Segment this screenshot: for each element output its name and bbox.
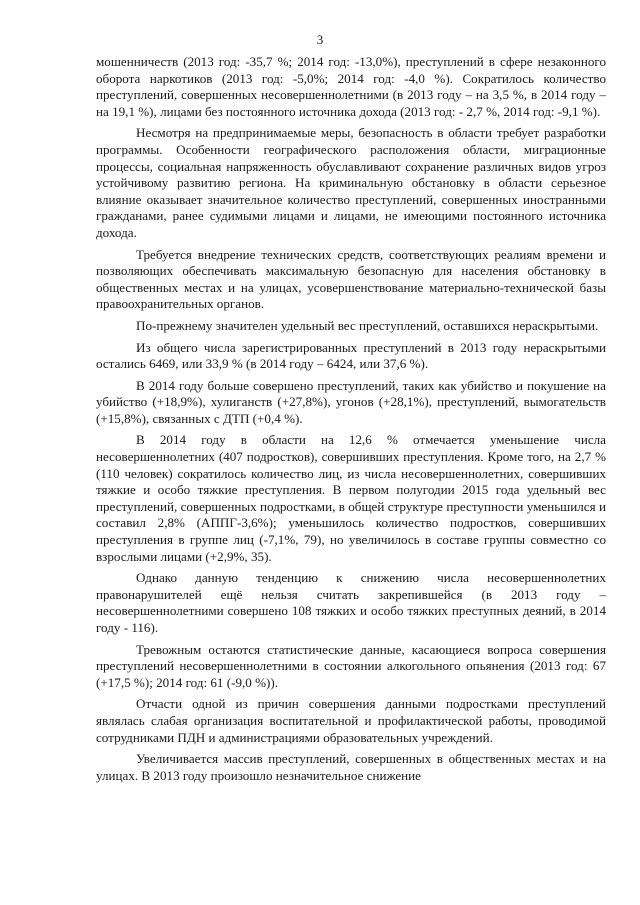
paragraph-technical-means: Требуется внедрение технических средств, соответствующих реалиям времени и позволяющих обеспечивать максимальную безопасную для населения обстановку в общественных местах и на улицах, усовершенствование материально-технической базы правоохранительных органов. <box>96 246 606 312</box>
paragraph-alcohol-stats: Тревожным остаются статистические данные, касающиеся вопроса совершения преступлений несовершеннолетними в состоянии алкогольного опьянения (2013 год: 67 (+17,5 %); 2014 год: 61 (-9,0 %)). <box>96 641 606 690</box>
paragraph-crime-increase: В 2014 году больше совершено преступлений, таких как убийство и покушение на убийство (+18,9%), хулиганств (+27,8%), угонов (+28,1%), преступлений, вымогательств (+15,8%), связанных с ДТП (+0,4 %). <box>96 377 606 426</box>
document-body <box>96 54 606 789</box>
paragraph-juvenile-trend: Однако данную тенденцию к снижению числа несовершеннолетних правонарушителей ещё нельзя считать закрепившейся (в 2013 году – несовершеннолетними совершено 108 тяжких и особо тяжких преступных деяний, в 2014 году - 116). <box>96 570 606 635</box>
paragraph-security-program: Несмотря на предпринимаемые меры, безопасность в области требует разработки программы. Особенности географического расположения области, миграционные процессы, социальная напряженность обуславливают сохранение различных видов угроз устойчивому развитию региона. На криминальную обстановку в области серьезное влияние оказывает значительное количество преступлений, совершенных иностранными гражданами, ранее судимыми лицами и лицами, не имеющими постоянного источника дохода. <box>96 125 606 240</box>
page-number: 3 <box>316 32 324 47</box>
paragraph-public-places: Увеличивается массив преступлений, совершенных в общественных местах и на улицах. В 2013 году произошло незначительное снижение <box>96 751 606 783</box>
paragraph-causes: Отчасти одной из причин совершения данными подростками преступлений являлась слабая организация воспитательной и профилактической работы, проводимой сотрудниками ПДН и администрациями образовательных учреждений. <box>96 696 606 745</box>
paragraph-juvenile-decrease: В 2014 году в области на 12,6 % отмечается уменьшение числа несовершеннолетних (407 подростков), совершивших преступления. Кроме того, на 2,7 % (110 человек) сократилось количество лиц, из числа несовершеннолетних, совершивших тяжкие и особо тяжкие преступления. В первом полугодии 2015 года удельный вес преступлений, совершенных подростками, в общей структуре преступности уменьшился и составил 2,8% (АППГ-3,6%); уменьшилось количество подростков, совершивших преступления в группе лиц (-7,1%, 79), но увеличилось в составе группы совместно со взрослыми лицами (+2,9%, 35). <box>96 432 606 564</box>
paragraph-unsolved-stats: Из общего числа зарегистрированных преступлений в 2013 году нераскрытыми остались 6469, или 33,9 % (в 2014 году – 6424, или 37,6 %). <box>96 339 606 372</box>
paragraph-fraud-drug-stats: мошенничеств (2013 год: -35,7 %; 2014 год: -13,0%), преступлений в сфере незаконного оборота наркотиков (2013 год: -5,0%; 2014 год: -4,0 %). Сократилось количество преступлений, совершенных несовершеннолетними (в 2013 году – на 3,5 %, в 2014 году – на 19,1 %), лицами без постоянного источника дохода (2013 год: - 2,7 %, 2014 год: -9,1 %). <box>96 54 606 119</box>
paragraph-unsolved-share: По-прежнему значителен удельный вес преступлений, оставшихся нераскрытыми. <box>136 317 599 333</box>
